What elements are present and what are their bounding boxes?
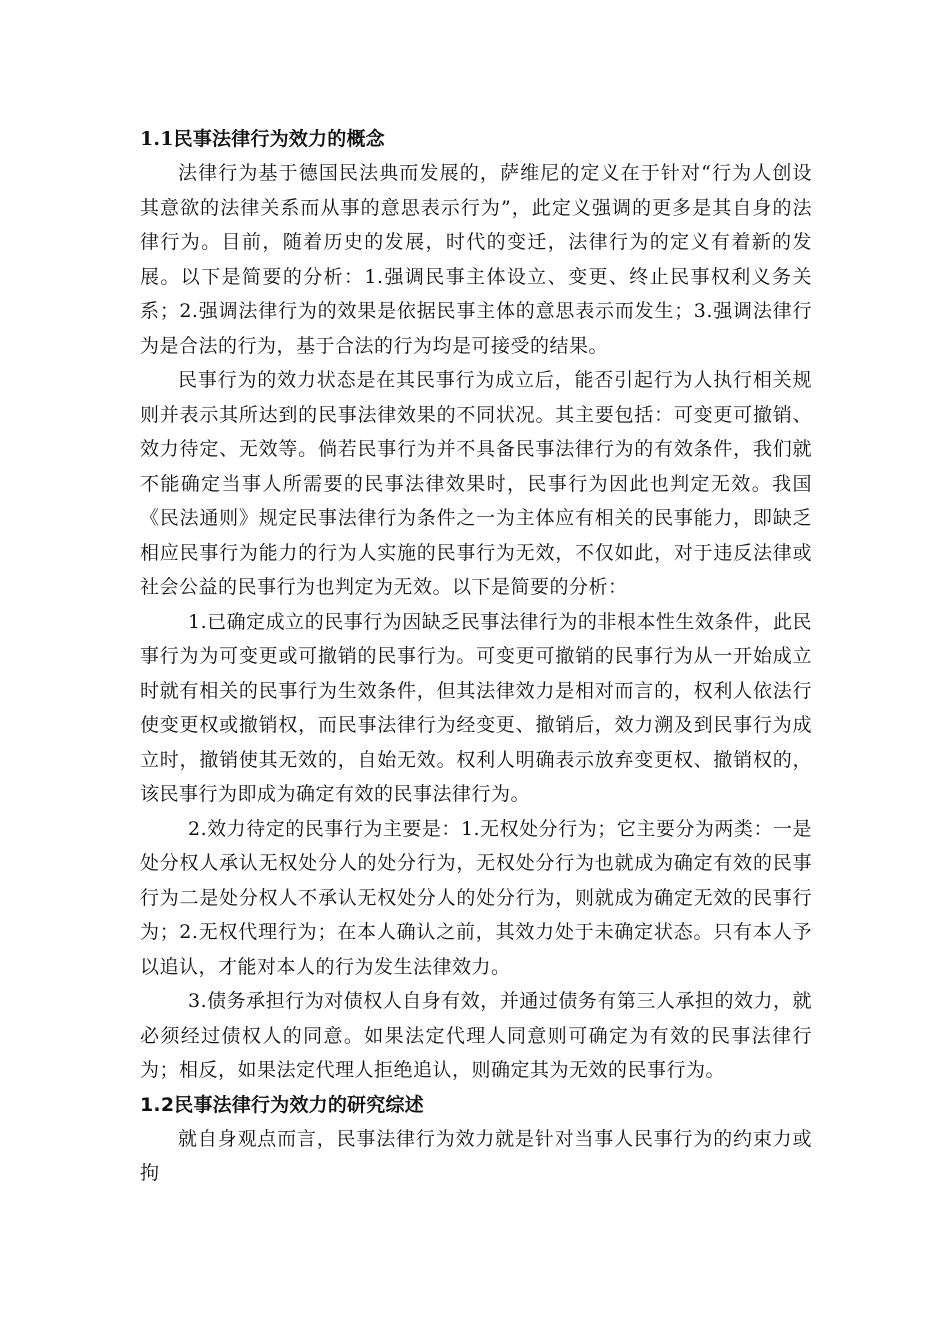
- list-item-debt-assumption: 3.债务承担行为对债权人自身有效，并通过债务有第三人承担的效力，就必须经过债权人的同意。如果法定代理人同意则可确定为有效的民事法律行为；相反，如果法定代理人拒绝追认，则确定其为无效的民事行为。: [140, 990, 812, 1081]
- section-heading-1-1: 1.1民事法律行为效力的概念: [140, 128, 385, 150]
- paragraph-validity-status: 民事行为的效力状态是在其民事行为成立后，能否引起行为人执行相关规则并表示其所达到的民事法律效果的不同状况。其主要包括：可变更可撤销、效力待定、无效等。倘若民事行为并不具备民事法律行为的有效条件，我们就不能确定当事人所需要的民事法律效果时，民事行为因此也判定无效。我国《民法通则》规定民事法律行为条件之一为主体应有相关的民事能力，即缺乏相应民事行为能力的行为人实施的民事行为无效，不仅如此，对于违反法律或社会公益的民事行为也判定为无效。以下是简要的分析：: [140, 369, 812, 598]
- paragraph-research-overview: 就自身观点而言，民事法律行为效力就是针对当事人民事行为的约束力或拘: [140, 1127, 812, 1184]
- list-item-revocable-acts: 1.已确定成立的民事行为因缺乏民事法律行为的非根本性生效条件，此民事行为为可变更或可撤销的民事行为。可变更可撤销的民事行为从一开始成立时就有相关的民事行为生效条件，但其法律效力是相对而言的，权利人依法行使变更权或撤销权，而民事法律行为经变更、撤销后，效力溯及到民事行为成立时，撤销使其无效的，自始无效。权利人明确表示放弃变更权、撤销权的，该民事行为即成为确定有效的民事法律行为。: [140, 610, 812, 805]
- section-heading-1-2: 1.2民事法律行为效力的研究综述: [140, 1093, 424, 1116]
- list-item-pending-validity-acts: 2.效力待定的民事行为主要是：1.无权处分行为；它主要分为两类：一是处分权人承认无权处分人的处分行为，无权处分行为也就成为确定有效的民事行为二是处分权人不承认无权处分人的处分行为，则就成为确定无效的民事行为；2.无权代理行为；在本人确认之前，其效力处于未确定状态。只有本人予以追认，才能对本人的行为发生法律效力。: [140, 817, 812, 978]
- paragraph-legal-act-definition: 法律行为基于德国民法典而发展的，萨维尼的定义在于针对“行为人创设其意欲的法律关系而从事的意思表示行为”，此定义强调的更多是其自身的法律行为。目前，随着历史的发展，时代的变迁，法律行为的定义有着新的发展。以下是简要的分析：1.强调民事主体设立、变更、终止民事权利义务关系；2.强调法律行为的效果是依据民事主体的意思表示而发生；3.强调法律行为是合法的行为，基于合法的行为均是可接受的结果。: [140, 162, 812, 357]
- document-body: [140, 122, 812, 1191]
